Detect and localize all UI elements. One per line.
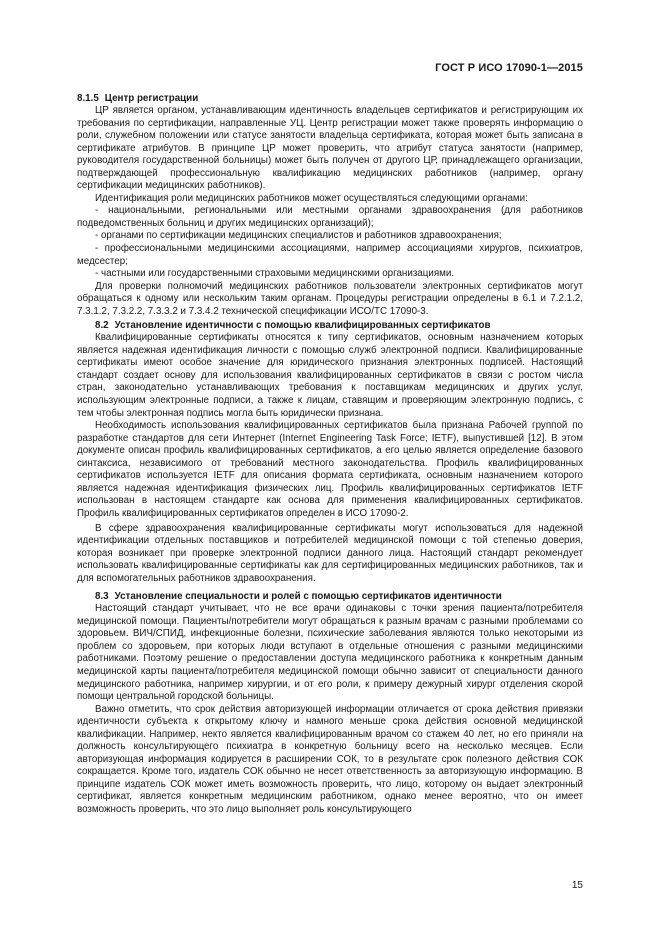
paragraph: Идентификация роли медицинских работников может осуществляться следующими органами: bbox=[95, 192, 528, 204]
document-header: ГОСТ Р ИСО 17090-1—2015 bbox=[435, 62, 583, 74]
list-item: - органами по сертификации медицинских специалистов и работников здравоохранения; bbox=[95, 230, 502, 242]
section-title: Центр регистрации bbox=[104, 93, 199, 104]
section-heading-8-2 bbox=[77, 319, 583, 332]
list-item: - профессиональными медицинскими ассоциациями, например ассоциациями хирургов, психиатров, медсестер; bbox=[77, 243, 583, 267]
document-body bbox=[77, 91, 583, 817]
section-heading-8-3 bbox=[77, 590, 583, 603]
paragraph: Для проверки полномочий медицинских работников пользователи электронных сертификатов могут обращаться к одному или нескольким таким органам. Процедуры регистрации определены в 6.1 и 7.2.1.2, 7.3.1.2, 7.3.2.2, 7.3.3.2 и 7.3.4.2 технической спецификации ИСО/ТС 17090-3. bbox=[77, 280, 583, 317]
spacer bbox=[77, 585, 583, 589]
section-number: 8.1.5 bbox=[77, 93, 99, 104]
list-item: - частными или государственными страховыми медицинскими организациями. bbox=[95, 268, 455, 280]
section-heading-8-1-5 bbox=[77, 92, 583, 105]
paragraph: Квалифицированные сертификаты относятся к типу сертификатов, основным назначением которых является надежная идентификация личности с помощью служб электронной подписи. Квалифицированные сертификаты имеют особое значение для юридического признания электронных подписей. Настоящий стандарт создает основу для использования квалифицированных сертификатов в связи с ростом числа стран, законодательно устанавливающих требования к поставщикам медицинских и других услуг, использующим электронные подписи, а также к лицам, ставящим и проверяющим электронную подпись, с тем чтобы электронная подпись могла быть юридически признана. bbox=[77, 332, 583, 419]
paragraph: Важно отметить, что срок действия авторизующей информации отличается от срока действия привязки идентичности субъекта к открытому ключу и намного меньше срока действия основной медицинской квалификации. Например, некто является квалифицированным врачом со стажем 40 лет, но его приняли на должность консультирующего психиатра в конкретную больницу всего на несколько месяцев. Если авторизующая информация кодируется в расширении СОК, то в результате срок полезного действия СОК сокращается. Кроме того, издатель СОК обычно не несет ответственность за авторизующую информацию. В принципе издатель СОК может иметь возможность проверить, что лицо, которому он выдает электронный сертификат, является конкретным медицинским работником, однако менее вероятно, что он имеет возможность проверить, что это лицо выполняет роль консультирующего bbox=[77, 703, 583, 815]
list-item: - национальными, региональными или местными органами здравоохранения (для работников подведомственных больниц и других медицинских организаций); bbox=[77, 205, 583, 229]
section-number: 8.2 bbox=[95, 320, 109, 332]
paragraph: В сфере здравоохранения квалифицированные сертификаты могут использоваться для надежной идентификации отдельных поставщиков и потребителей медицинской помощи с той степенью доверия, которая возникает при проверке электронной подписи данного лица. Настоящий стандарт рекомендует использовать квалифицированные сертификаты как для сертифицированных медицинских работников, так и для вспомогательных работников здравоохранения. bbox=[77, 522, 583, 584]
paragraph: Необходимость использования квалифицированных сертификатов была признана Рабочей группой по разработке стандартов для сети Интернет (Internet Engineering Task Force; IETF), выпустившей [12]. В этом документе описан профиль квалифицированных сертификатов, а его целью является определение базового синтаксиса, независимого от требований местного законодательства. Профиль квалифицированных сертификатов используется IETF для описания формата сертификата, основным назначением которого является надежная идентификация физических лиц. Профиль квалифицированных сертификатов IETF использован в настоящем стандарте как основа для применения квалифицированных сертификатов. Профиль квалифицированных сертификатов определен в ИСО 17090-2. bbox=[77, 420, 583, 519]
section-title: Установление специальности и ролей с помощью сертификатов идентичности bbox=[114, 591, 502, 603]
section-number: 8.3 bbox=[95, 591, 109, 603]
page-number: 15 bbox=[571, 880, 583, 891]
section-title: Установление идентичности с помощью квалифицированных сертификатов bbox=[114, 320, 491, 332]
paragraph: Настоящий стандарт учитывает, что не все врачи одинаковы с точки зрения пациента/потребителя медицинской помощи. Пациенты/потребители могут обращаться к разным врачам с разными проблемами со здоровьем. ВИЧ/СПИД, инфекционные болезни, психические заболевания являются только некоторыми из проблем со здоровьем, при которых люди вступают в отдельные отношения с разными медицинскими работниками. Поэтому решение о предоставлении доступа медицинского работника к конкретным данным медицинской карты пациента/потребителя медицинской помощи обычно зависит от специальности данного медицинского работника, например хирургии, и от его роли, к примеру дежурный хирург отделения скорой помощи центральной городской больницы. bbox=[77, 603, 583, 703]
paragraph: ЦР является органом, устанавливающим идентичность владельцев сертификатов и регистрирующим их требования по сертификации, направленные УЦ. Центр регистрации может также проверять информацию о роли, служебном положении или статусе занятости владельца сертификата, которая может быть записана в сертификате атрибутов. В принципе ЦР может проверить, что атрибут статуса занятости (например, руководителя государственной больницы) может быть получен от другого ЦР, принадлежащего организации, подтверждающей профессиональную квалификацию медицинских работников (например, органу сертификации медицинских работников). bbox=[77, 105, 583, 192]
